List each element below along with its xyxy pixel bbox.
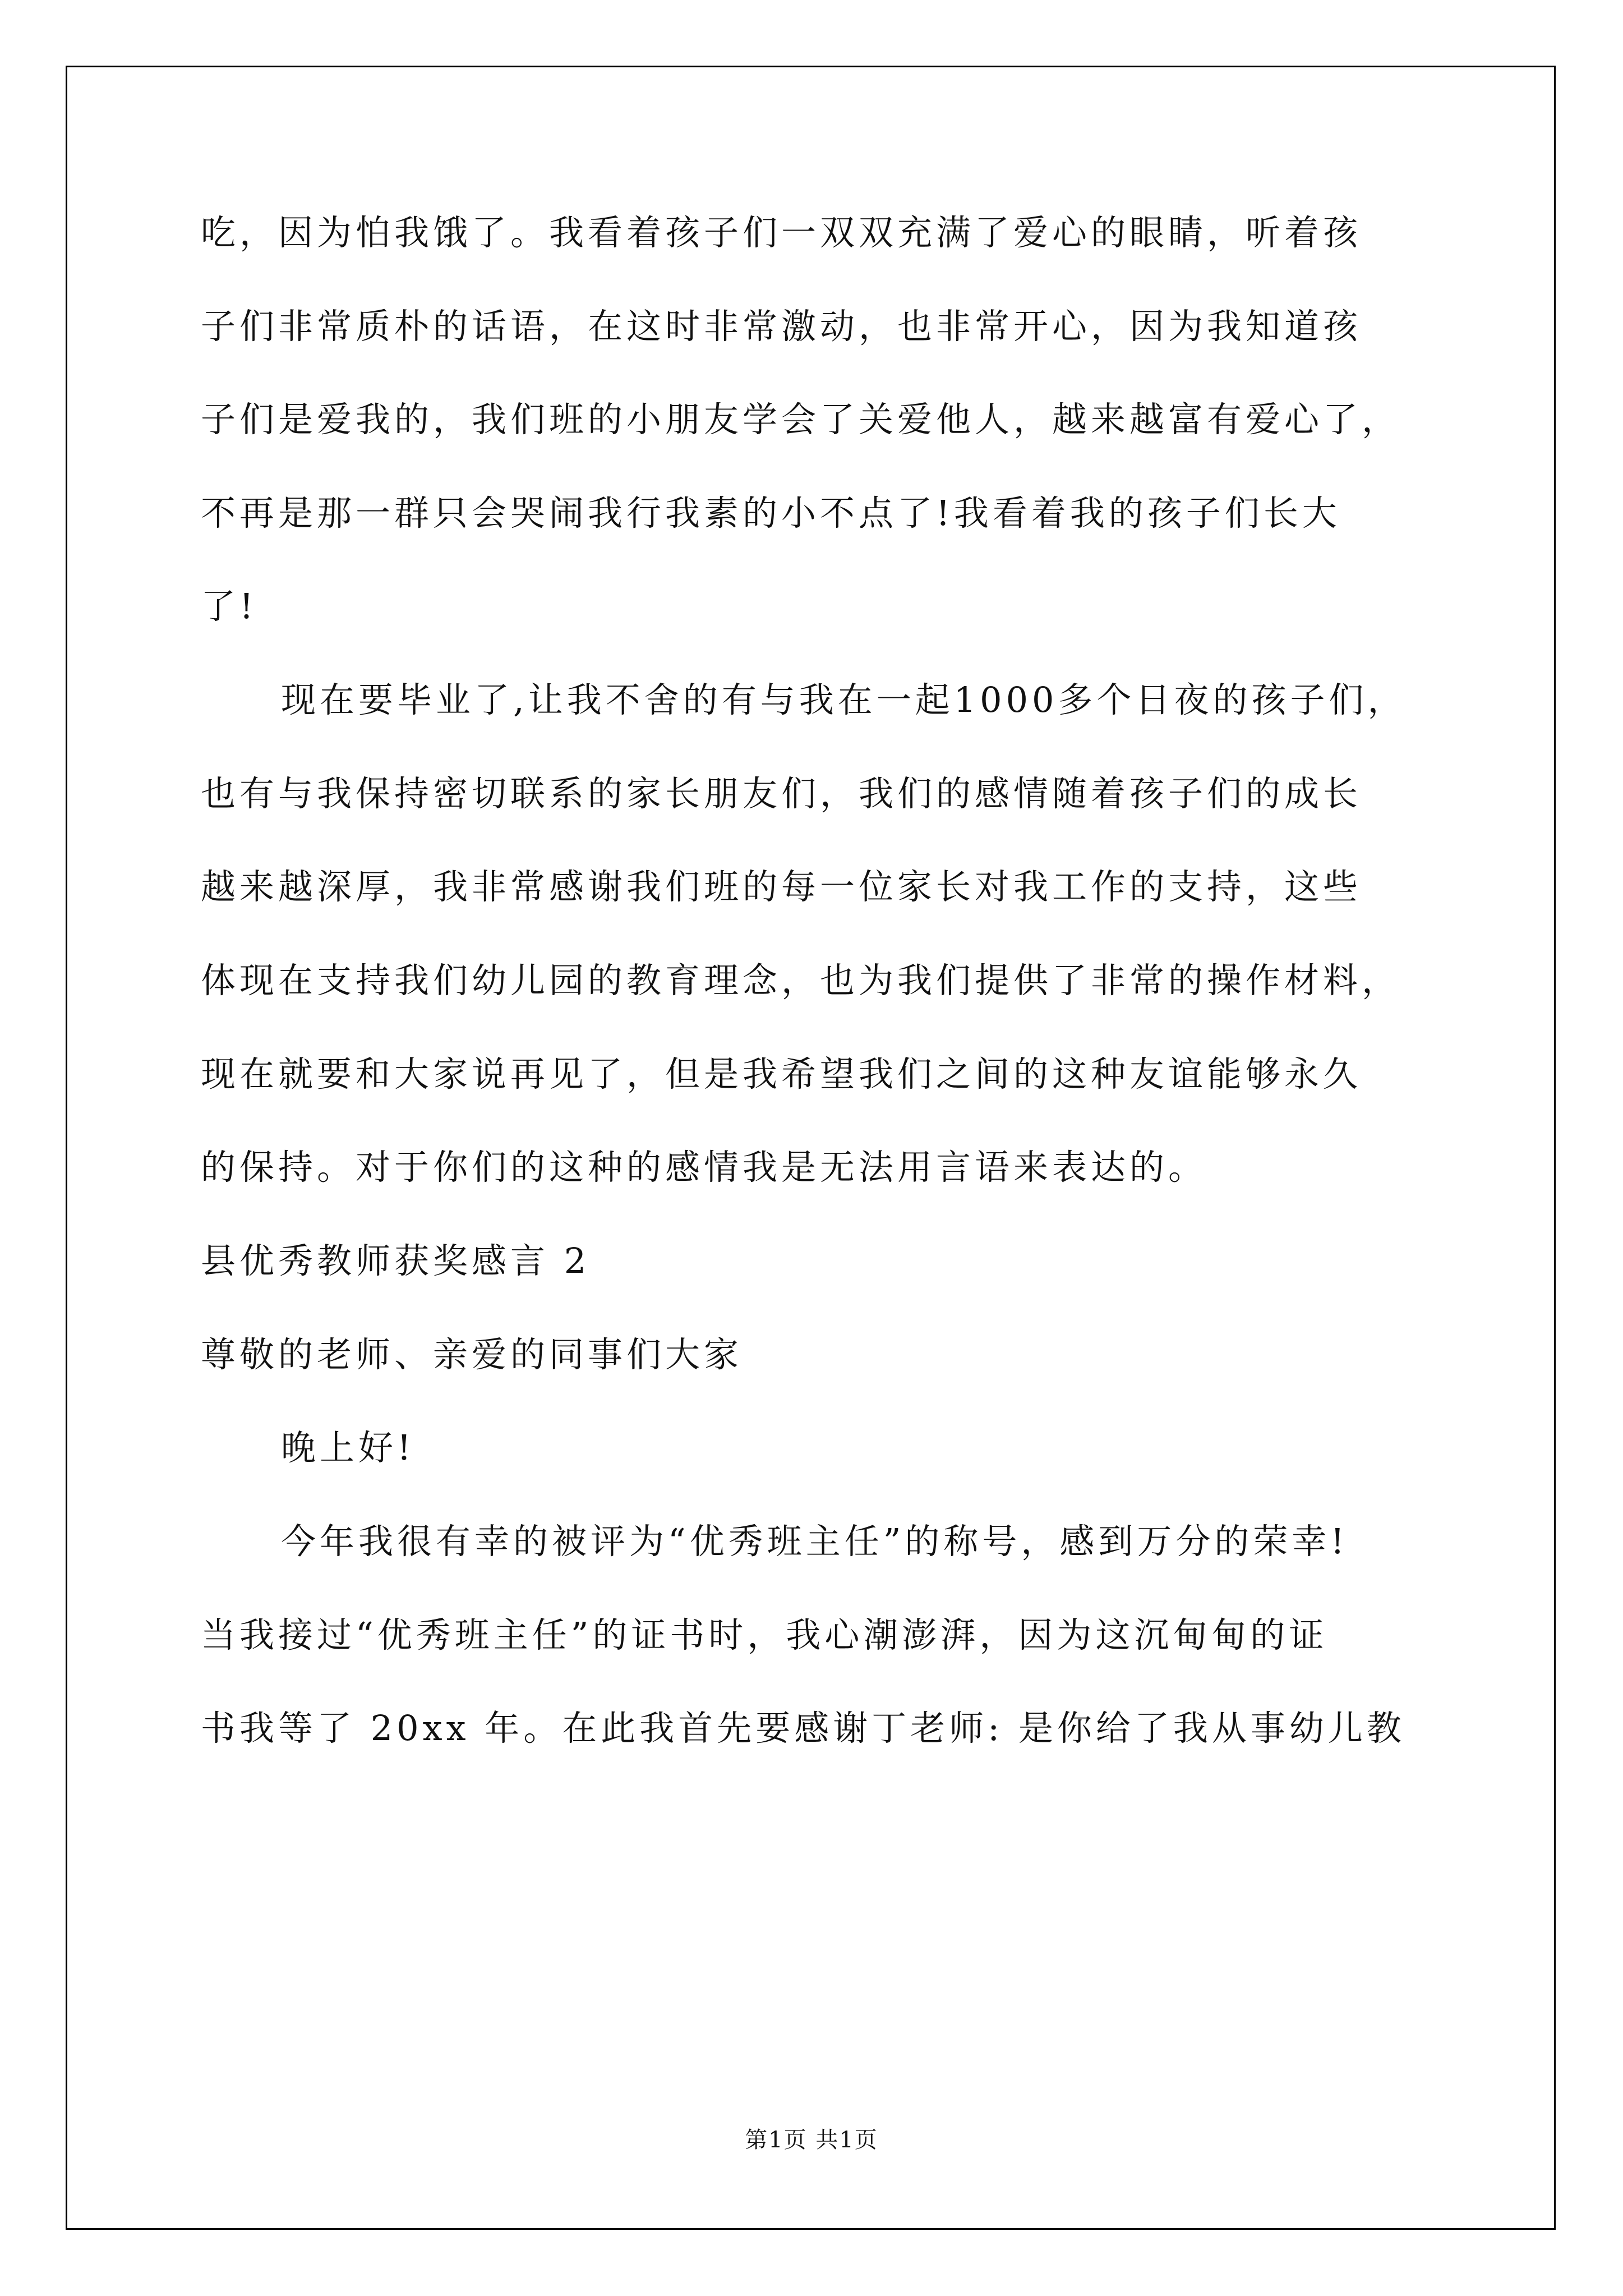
text-line: 现在就要和大家说再见了，但是我希望我们之间的这种友谊能够永久 <box>201 1053 1362 1094</box>
page-number: 第1页 共1页 <box>745 2127 878 2153</box>
greeting: 晚上好! <box>281 1427 415 1468</box>
text-line: 吃，因为怕我饿了。我看着孩子们一双双充满了爱心的眼睛，听着孩 <box>201 212 1362 253</box>
text-line: 越来越深厚，我非常感谢我们班的每一位家长对我工作的支持，这些 <box>201 866 1362 907</box>
text-line: 了! <box>201 586 257 627</box>
text-line: 子们非常质朴的话语，在这时非常激动，也非常开心，因为我知道孩 <box>201 306 1362 347</box>
salutation: 尊敬的老师、亲爱的同事们大家 <box>201 1334 743 1375</box>
text-line: 现在要毕业了,让我不舍的有与我在一起1000多个日夜的孩子们， <box>281 679 1407 720</box>
text-line: 的保持。对于你们的这种的感情我是无法用言语来表达的。 <box>201 1147 1207 1188</box>
text-line: 体现在支持我们幼儿园的教育理念，也为我们提供了非常的操作材料， <box>201 960 1401 1001</box>
text-line: 子们是爱我的，我们班的小朋友学会了关爱他人，越来越富有爱心了， <box>201 399 1401 440</box>
section-heading: 县优秀教师获奖感言 2 <box>201 1240 591 1281</box>
text-line: 也有与我保持密切联系的家长朋友们，我们的感情随着孩子们的成长 <box>201 773 1362 814</box>
text-line: 当我接过“优秀班主任”的证书时，我心潮澎湃，因为这沉甸甸的证 <box>201 1614 1328 1655</box>
text-line: 书我等了 20xx 年。在此我首先要感谢丁老师: 是你给了我从事幼儿教 <box>201 1708 1405 1749</box>
text-line: 不再是那一群只会哭闹我行我素的小不点了!我看着我的孩子们长大 <box>201 493 1341 533</box>
text-line: 今年我很有幸的被评为“优秀班主任”的称号，感到万分的荣幸! <box>281 1521 1349 1562</box>
